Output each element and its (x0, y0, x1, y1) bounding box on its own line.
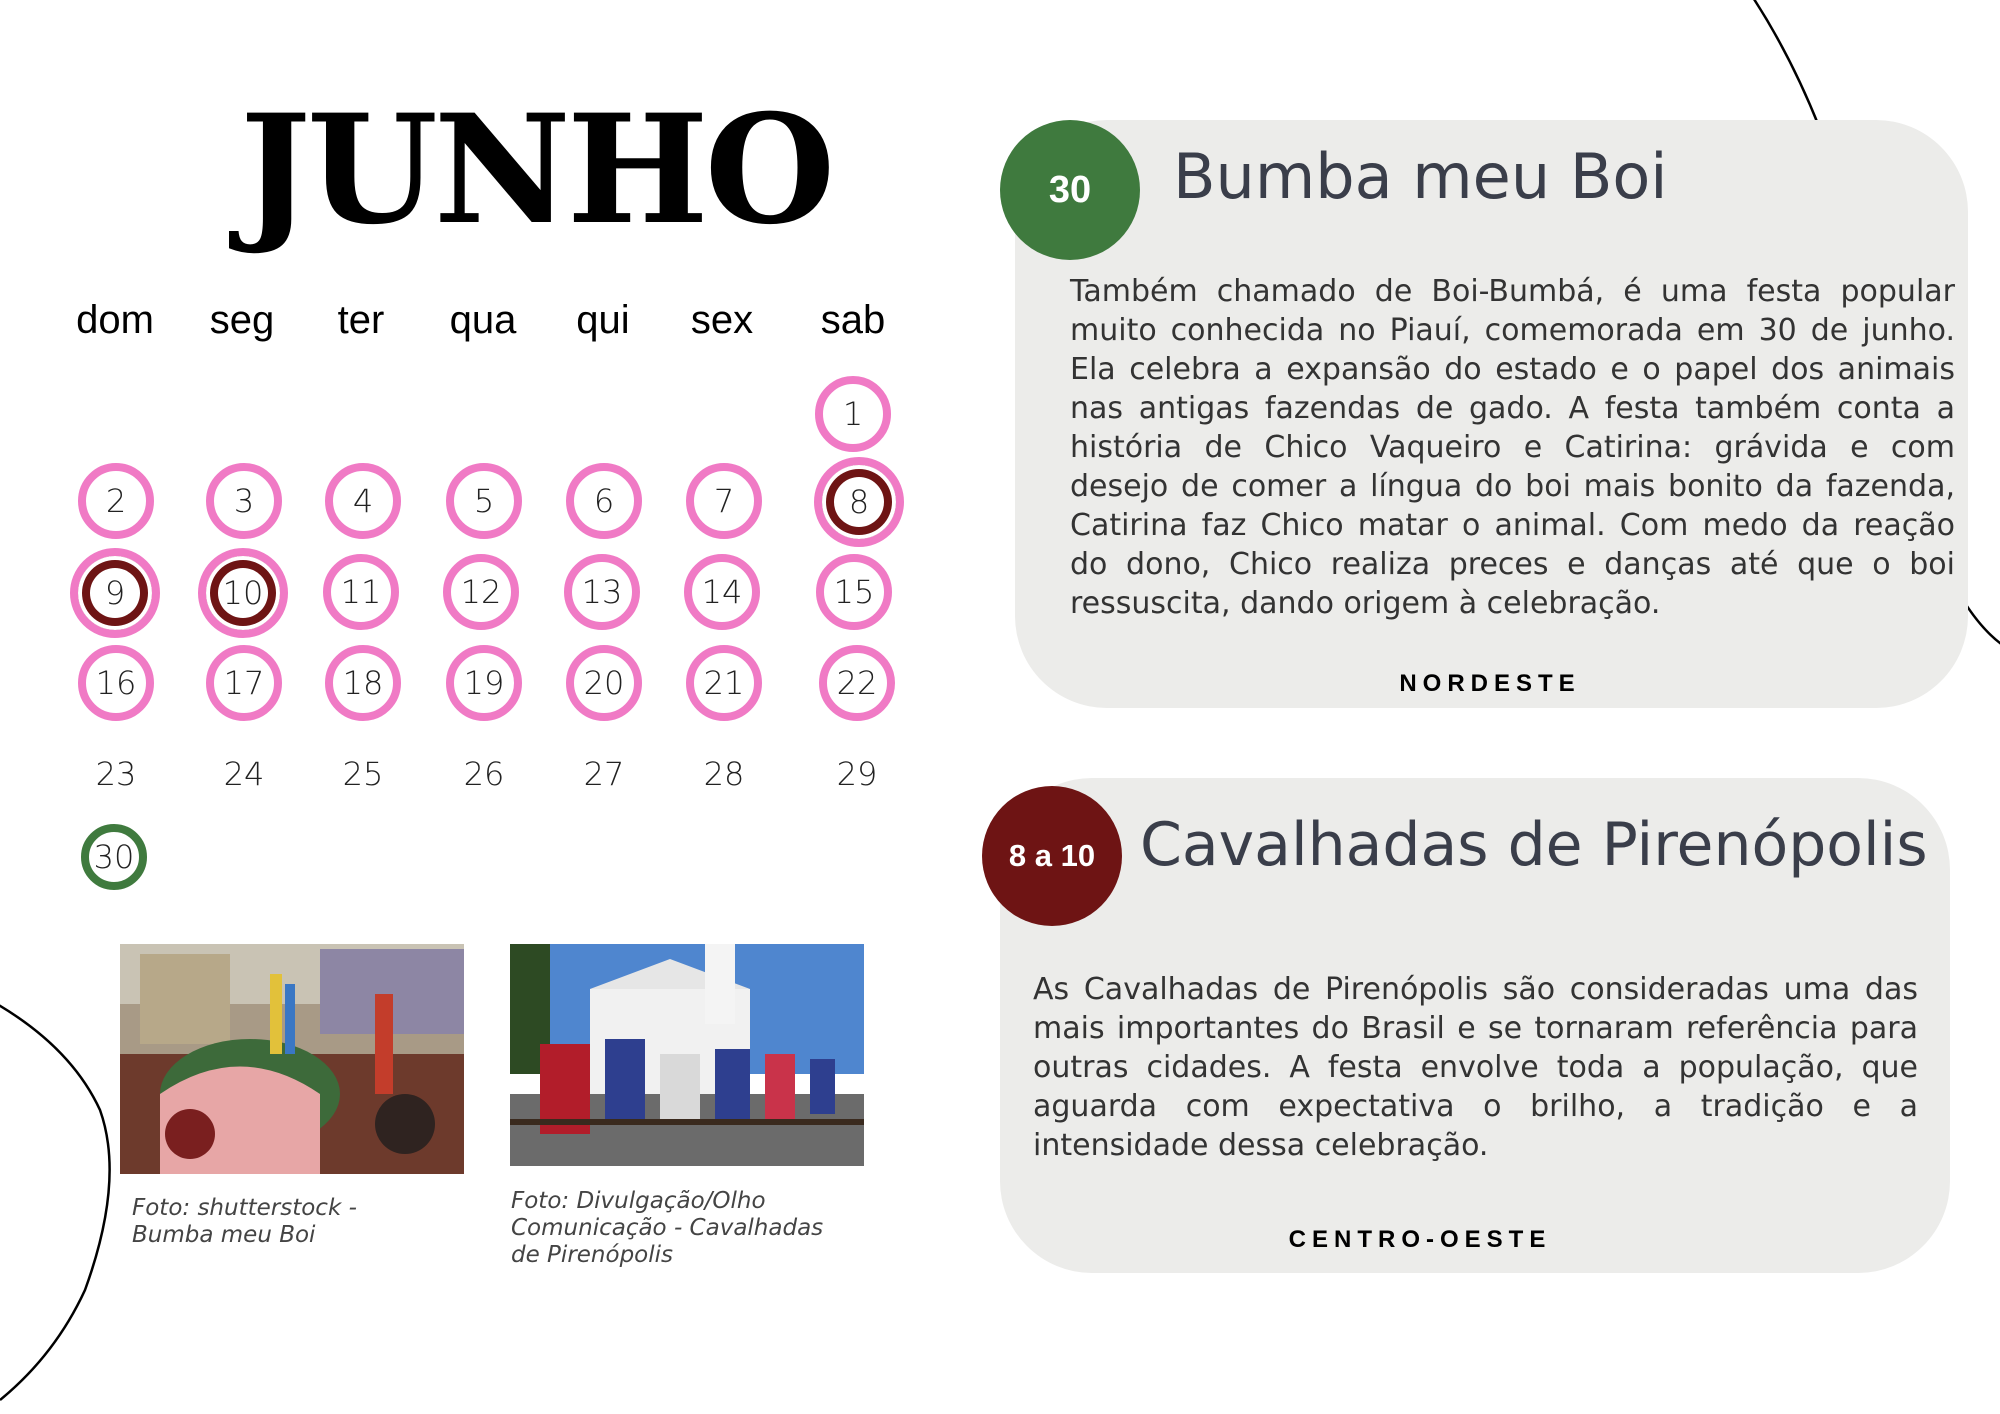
calendar-day[interactable]: 24 (223, 755, 265, 793)
calendar-day[interactable]: 2 (78, 463, 154, 539)
calendar-day[interactable]: 26 (463, 755, 505, 793)
cavalhadas-photo (510, 944, 864, 1166)
calendar-day[interactable]: 1 (815, 376, 891, 452)
calendar-day[interactable]: 29 (836, 755, 878, 793)
weekday-header (0, 290, 1000, 350)
weekday-ter: ter (337, 298, 385, 342)
bumba-photo-caption: Foto: shutterstock - Bumba meu Boi (132, 1195, 357, 1248)
calendar-day[interactable]: 14 (684, 554, 760, 630)
weekday-sex: sex (690, 298, 754, 342)
calendar-day[interactable]: 23 (95, 755, 137, 793)
calendar-day[interactable]: 19 (446, 645, 522, 721)
bumba-date-badge: 30 (1000, 120, 1140, 260)
cavalhadas-description: As Cavalhadas de Pirenópolis são consideradas uma das mais importantes do Brasil e se tornaram referência para outras cidades. A festa envolve toda a população, que aguarda com expectativa o brilho, a tradição e a intensidade dessa celebração. (1033, 972, 1918, 1163)
bumba-title: Bumba meu Boi (1173, 140, 1668, 213)
weekday-qua: qua (449, 298, 517, 342)
calendar-day[interactable]: 3 (206, 463, 282, 539)
calendar-day[interactable]: 13 (564, 554, 640, 630)
calendar-day[interactable]: 22 (819, 645, 895, 721)
calendar-day[interactable]: 15 (816, 554, 892, 630)
calendar-day-event-green[interactable]: 30 (81, 824, 147, 890)
weekday-sab: sab (820, 298, 886, 342)
calendar-day[interactable]: 25 (342, 755, 384, 793)
cavalhadas-region: CENTRO-OESTE (1288, 1226, 1552, 1253)
calendar-day[interactable]: 11 (323, 554, 399, 630)
cavalhadas-photo-caption: Foto: Divulgação/Olho Comunicação - Cavalhadas de Pirenópolis (511, 1188, 824, 1268)
weekday-dom: dom (76, 298, 154, 342)
calendar-day-event[interactable]: 8 (814, 457, 904, 547)
calendar-day-event[interactable]: 10 (198, 548, 288, 638)
calendar-day[interactable]: 20 (566, 645, 642, 721)
calendar-day[interactable]: 16 (78, 645, 154, 721)
weekday-qui: qui (576, 298, 630, 342)
calendar-day[interactable]: 12 (443, 554, 519, 630)
calendar-day[interactable]: 21 (686, 645, 762, 721)
calendar-day[interactable]: 17 (206, 645, 282, 721)
bumba-description: Também chamado de Boi-Bumbá, é uma festa popular muito conhecida no Piauí, comemorada em 30 de junho. Ela celebra a expansão do estado e o papel dos animais nas antigas fazendas de gado. A festa também conta a história de Chico Vaqueiro e Catirina: grávida e com desejo de comer a língua do boi mais bonito da fazenda, Catirina faz Chico matar o animal. Com medo da reação do dono, Chico realiza preces e danças até que o boi ressuscita, dando origem à celebração. (1070, 274, 1955, 621)
cavalhadas-date-badge: 8 a 10 (982, 786, 1122, 926)
calendar-day[interactable]: 18 (325, 645, 401, 721)
bumba-meu-boi-photo (120, 944, 464, 1174)
calendar-day[interactable]: 6 (566, 463, 642, 539)
bumba-region: NORDESTE (1399, 670, 1581, 697)
calendar-day[interactable]: 5 (446, 463, 522, 539)
calendar-day[interactable]: 28 (703, 755, 745, 793)
cavalhadas-title: Cavalhadas de Pirenópolis (1140, 810, 1928, 880)
calendar-day[interactable]: 7 (686, 463, 762, 539)
calendar-day-event[interactable]: 9 (70, 548, 160, 638)
calendar-day[interactable]: 4 (325, 463, 401, 539)
month-title: JUNHO (240, 82, 832, 258)
weekday-seg: seg (209, 298, 275, 342)
calendar-day[interactable]: 27 (583, 755, 625, 793)
